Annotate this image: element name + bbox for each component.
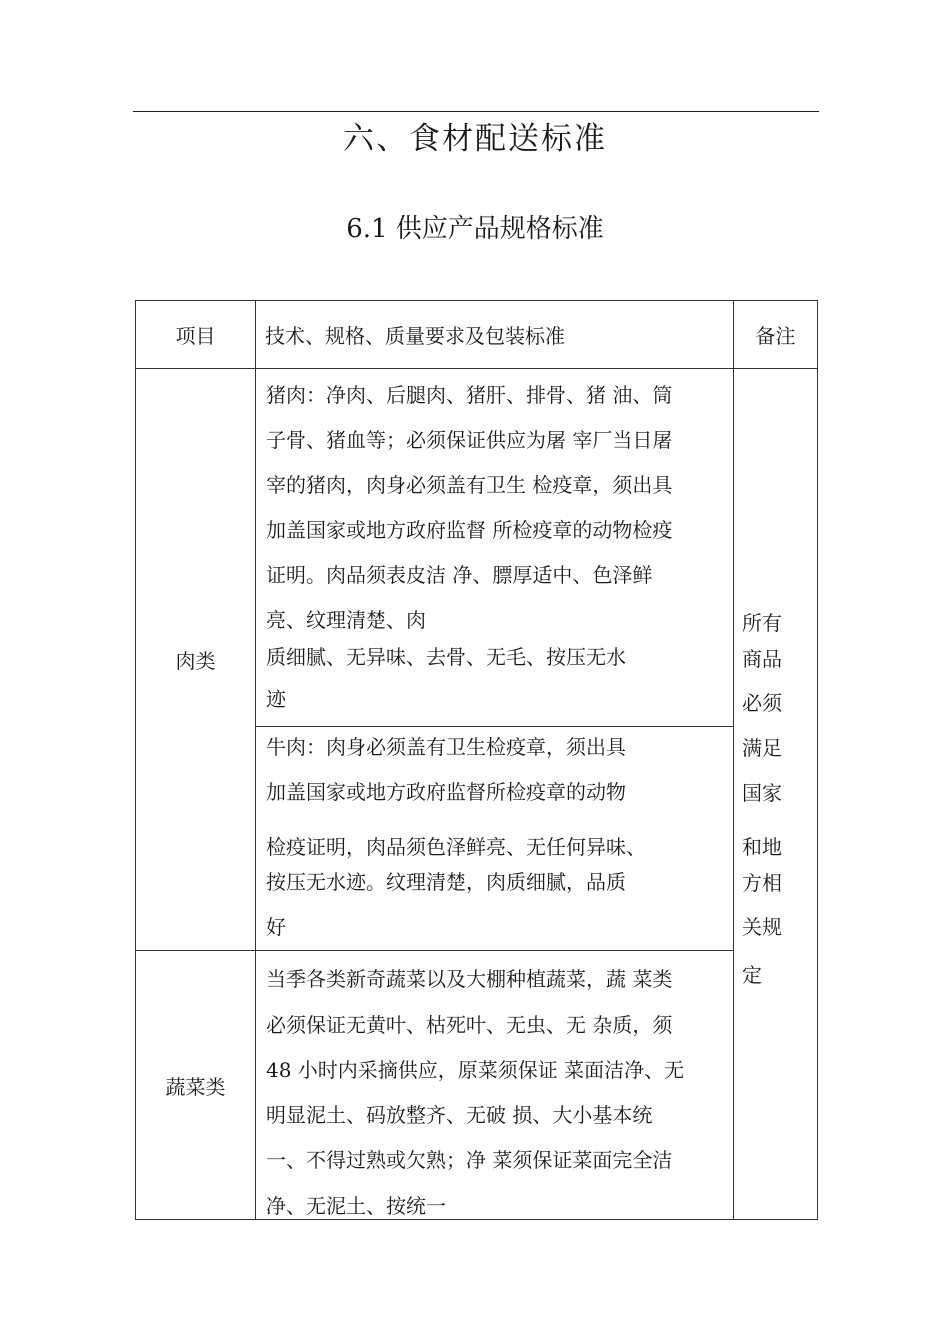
beef-line: 好 (266, 915, 286, 939)
beef-line: 加盖国家或地方政府监督所检疫章的动物 (266, 780, 626, 804)
beef-line: 按压无水迹。纹理清楚，肉质细腻，品质 (266, 870, 626, 894)
pork-line: 宰的猪肉，肉身必须盖有卫生 检疫章，须出具 (266, 473, 673, 497)
note-line: 商品 (742, 647, 782, 671)
table-header-row (136, 301, 818, 369)
pork-line: 亮、纹理清楚、肉 (266, 608, 426, 632)
note-line: 必须 (742, 691, 782, 715)
note-line: 所有 (742, 611, 782, 635)
vegetables-line: 净、无泥土、按统一 (266, 1194, 446, 1218)
table-row-vegetables (136, 951, 818, 1220)
category-vegetables: 蔬菜类 (136, 951, 256, 1220)
pork-line: 猪肉：净肉、后腿肉、猪肝、排骨、猪 油、筒 (266, 383, 673, 407)
header-note: 备注 (734, 301, 818, 369)
section-title: 六、食材配送标准 (343, 121, 607, 157)
note-line: 定 (742, 963, 762, 987)
pork-line: 质细腻、无异味、去骨、无毛、按压无水 (266, 645, 626, 669)
pork-spec-cell (256, 369, 734, 727)
beef-line: 检疫证明，肉品须色泽鲜亮、无任何异味、 (266, 835, 646, 859)
note-line: 国家 (742, 781, 782, 805)
note-line: 关规 (742, 915, 782, 939)
pork-line: 子骨、猪血等；必须保证供应为屠 宰厂当日屠 (266, 428, 673, 452)
note-cell (734, 369, 818, 1220)
category-meat: 肉类 (136, 369, 256, 951)
pork-line: 迹 (266, 687, 286, 711)
pork-line: 加盖国家或地方政府监督 所检疫章的动物检疫 (266, 518, 673, 542)
vegetables-spec-cell (256, 951, 734, 1220)
vegetables-line: 明显泥土、码放整齐、无破 损、大小基本统 (266, 1103, 653, 1127)
pork-line: 证明。肉品须表皮洁 净、膘厚适中、色泽鲜 (266, 563, 653, 587)
header-spec: 技术、规格、质量要求及包装标准 (256, 301, 734, 369)
note-line: 和地 (742, 835, 782, 859)
top-rule (133, 111, 819, 112)
table-row-meat-pork (136, 369, 818, 727)
vegetables-line: 一、不得过熟或欠熟；净 菜须保证菜面完全洁 (266, 1148, 673, 1172)
header-item: 项目 (136, 301, 256, 369)
vegetables-line: 48 小时内采摘供应，原菜须保证 菜面洁净、无 (266, 1058, 685, 1082)
note-line: 方相 (742, 871, 782, 895)
note-line: 满足 (742, 736, 782, 760)
vegetables-line: 必须保证无黄叶、枯死叶、无虫、无 杂质，须 (266, 1013, 673, 1037)
spec-table (135, 300, 818, 1220)
subsection-title: 6.1 供应产品规格标准 (346, 214, 604, 244)
beef-line: 牛肉：肉身必须盖有卫生检疫章，须出具 (266, 735, 626, 759)
beef-spec-cell (256, 727, 734, 951)
vegetables-line: 当季各类新奇蔬菜以及大棚种植蔬菜，蔬 菜类 (266, 967, 673, 991)
